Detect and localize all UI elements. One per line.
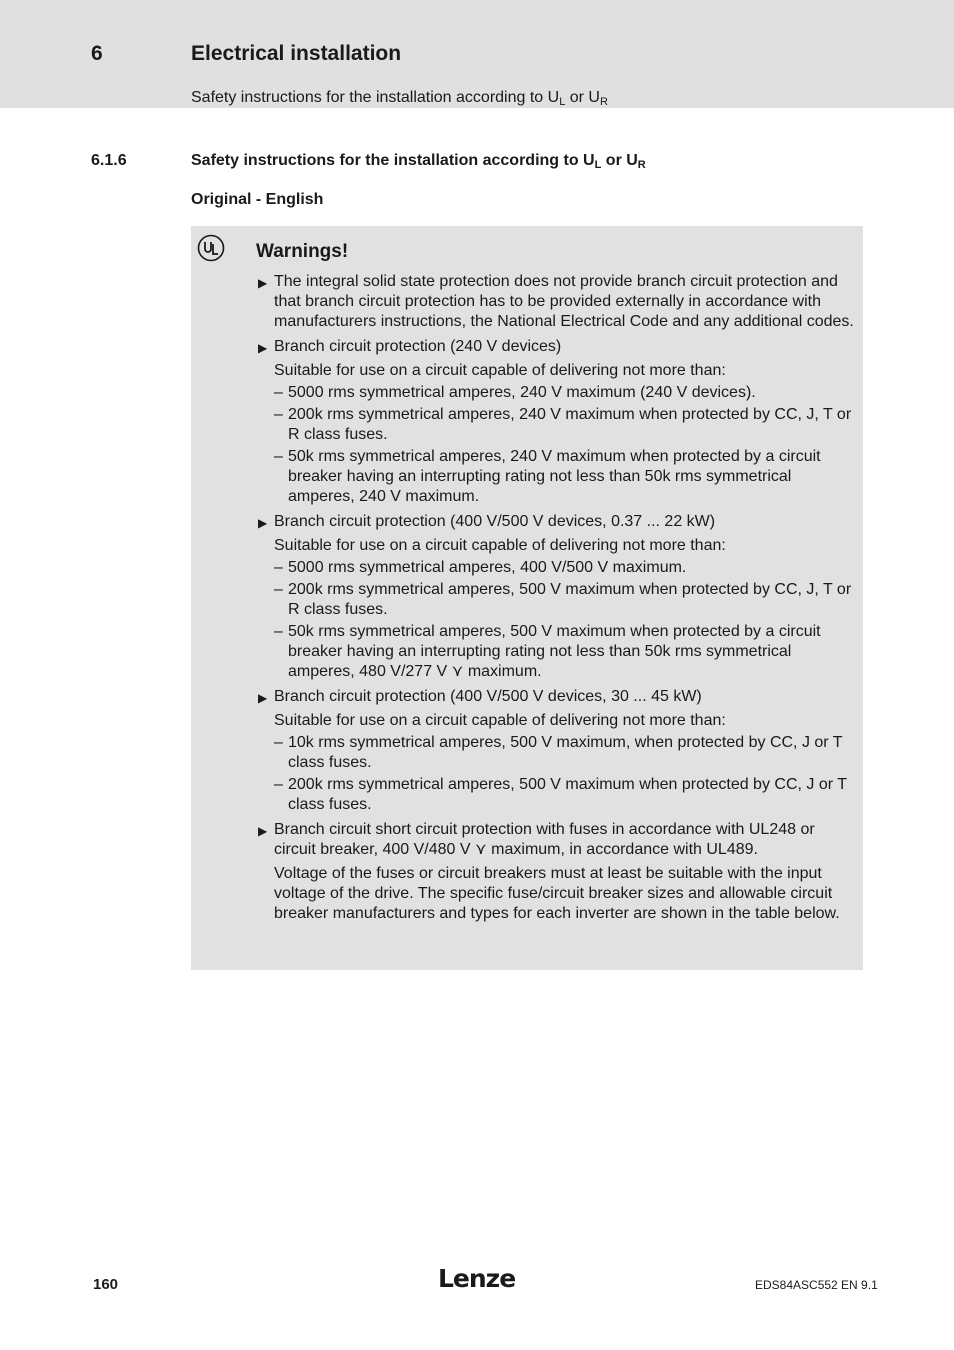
dash-marker: – <box>274 406 283 423</box>
dash-list-item <box>274 405 858 445</box>
bullet-text: Branch circuit short circuit protection with fuses in accordance with UL248 or circuit breaker, 400 V/480 V ⋎ maximum, in accordance with UL489. <box>274 821 815 858</box>
bullet-text: The integral solid state protection does not provide branch circuit protection and that branch circuit protection has to be provided externally in accordance with manufacturers instructions, the National Electrical Code and any additional codes. <box>274 273 854 330</box>
bullet-paragraph: Suitable for use on a circuit capable of delivering not more than: <box>274 537 726 554</box>
dash-marker: – <box>274 448 283 465</box>
dash-item-text: 50k rms symmetrical amperes, 240 V maximum when protected by a circuit breaker having an interrupting rating not less than 50k rms symmetrical amperes, 240 V maximum. <box>288 448 821 505</box>
bullet-paragraph: Voltage of the fuses or circuit breakers must at least be suitable with the input voltage of the drive. The specific fuse/circuit breaker sizes and allowable circuit breaker manufacturers and types for each inverter are shown in the table below. <box>274 865 840 922</box>
document-id: EDS84ASC552 EN 9.1 <box>755 1278 878 1292</box>
dash-list-item <box>274 383 858 403</box>
triangle-bullet-icon: ▶ <box>258 341 268 355</box>
bullet-text: Branch circuit protection (400 V/500 V devices, 0.37 ... 22 kW) <box>274 513 716 530</box>
original-language-label: Original - English <box>191 191 324 208</box>
dash-item-text: 50k rms symmetrical amperes, 500 V maximum when protected by a circuit breaker having an interrupting rating not less than 50k rms symmetrical amperes, 480 V/277 V ⋎ maximum. <box>288 623 821 680</box>
dash-item-text: 10k rms symmetrical amperes, 500 V maximum, when protected by CC, J or T class fuses. <box>288 734 843 771</box>
warning-list <box>258 272 858 929</box>
triangle-bullet-icon: ▶ <box>258 516 268 530</box>
dash-marker: – <box>274 776 283 793</box>
dash-list-item <box>274 775 858 815</box>
ul-icon <box>197 234 225 262</box>
dash-list-item <box>274 447 858 507</box>
dash-list-item <box>274 580 858 620</box>
dash-item-text: 200k rms symmetrical amperes, 500 V maximum when protected by CC, J or T class fuses. <box>288 776 847 813</box>
warning-bullet <box>258 687 858 815</box>
bullet-paragraph: Suitable for use on a circuit capable of delivering not more than: <box>274 712 726 729</box>
dash-item-text: 200k rms symmetrical amperes, 500 V maximum when protected by CC, J, T or R class fuses. <box>288 581 852 618</box>
dash-marker: – <box>274 581 283 598</box>
chapter-title: Electrical installation <box>191 42 402 65</box>
section-number: 6.1.6 <box>91 152 127 169</box>
warning-box <box>191 226 863 970</box>
warning-bullet <box>258 272 858 332</box>
dash-marker: – <box>274 623 283 640</box>
dash-item-text: 5000 rms symmetrical amperes, 240 V maximum (240 V devices). <box>288 384 756 401</box>
dash-marker: – <box>274 384 283 401</box>
dash-item-text: 5000 rms symmetrical amperes, 400 V/500 V maximum. <box>288 559 687 576</box>
bullet-text: Branch circuit protection (400 V/500 V devices, 30 ... 45 kW) <box>274 688 702 705</box>
warning-title: Warnings! <box>256 241 349 262</box>
warning-bullet <box>258 820 858 924</box>
warning-bullet <box>258 512 858 682</box>
warning-bullet <box>258 337 858 507</box>
dash-marker: – <box>274 559 283 576</box>
header-subtitle: Safety instructions for the installation according to $U_L$ or $U_R$ <box>191 89 608 108</box>
triangle-bullet-icon: ▶ <box>258 691 268 705</box>
dash-list-item <box>274 733 858 773</box>
page-number: 160 <box>93 1276 119 1293</box>
bullet-paragraph: Suitable for use on a circuit capable of delivering not more than: <box>274 362 726 379</box>
dash-marker: – <box>274 734 283 751</box>
dash-list-item <box>274 558 858 578</box>
bullet-text: Branch circuit protection (240 V devices) <box>274 338 562 355</box>
dash-item-text: 200k rms symmetrical amperes, 240 V maximum when protected by CC, J, T or R class fuses. <box>288 406 852 443</box>
dash-list-item <box>274 622 858 682</box>
section-title: Safety instructions for the installation according to $U_L$ or $U_R$ <box>191 152 646 171</box>
chapter-number: 6 <box>91 42 103 65</box>
lenze-logo: Lenze <box>438 1264 516 1293</box>
triangle-bullet-icon: ▶ <box>258 276 268 290</box>
triangle-bullet-icon: ▶ <box>258 824 268 838</box>
